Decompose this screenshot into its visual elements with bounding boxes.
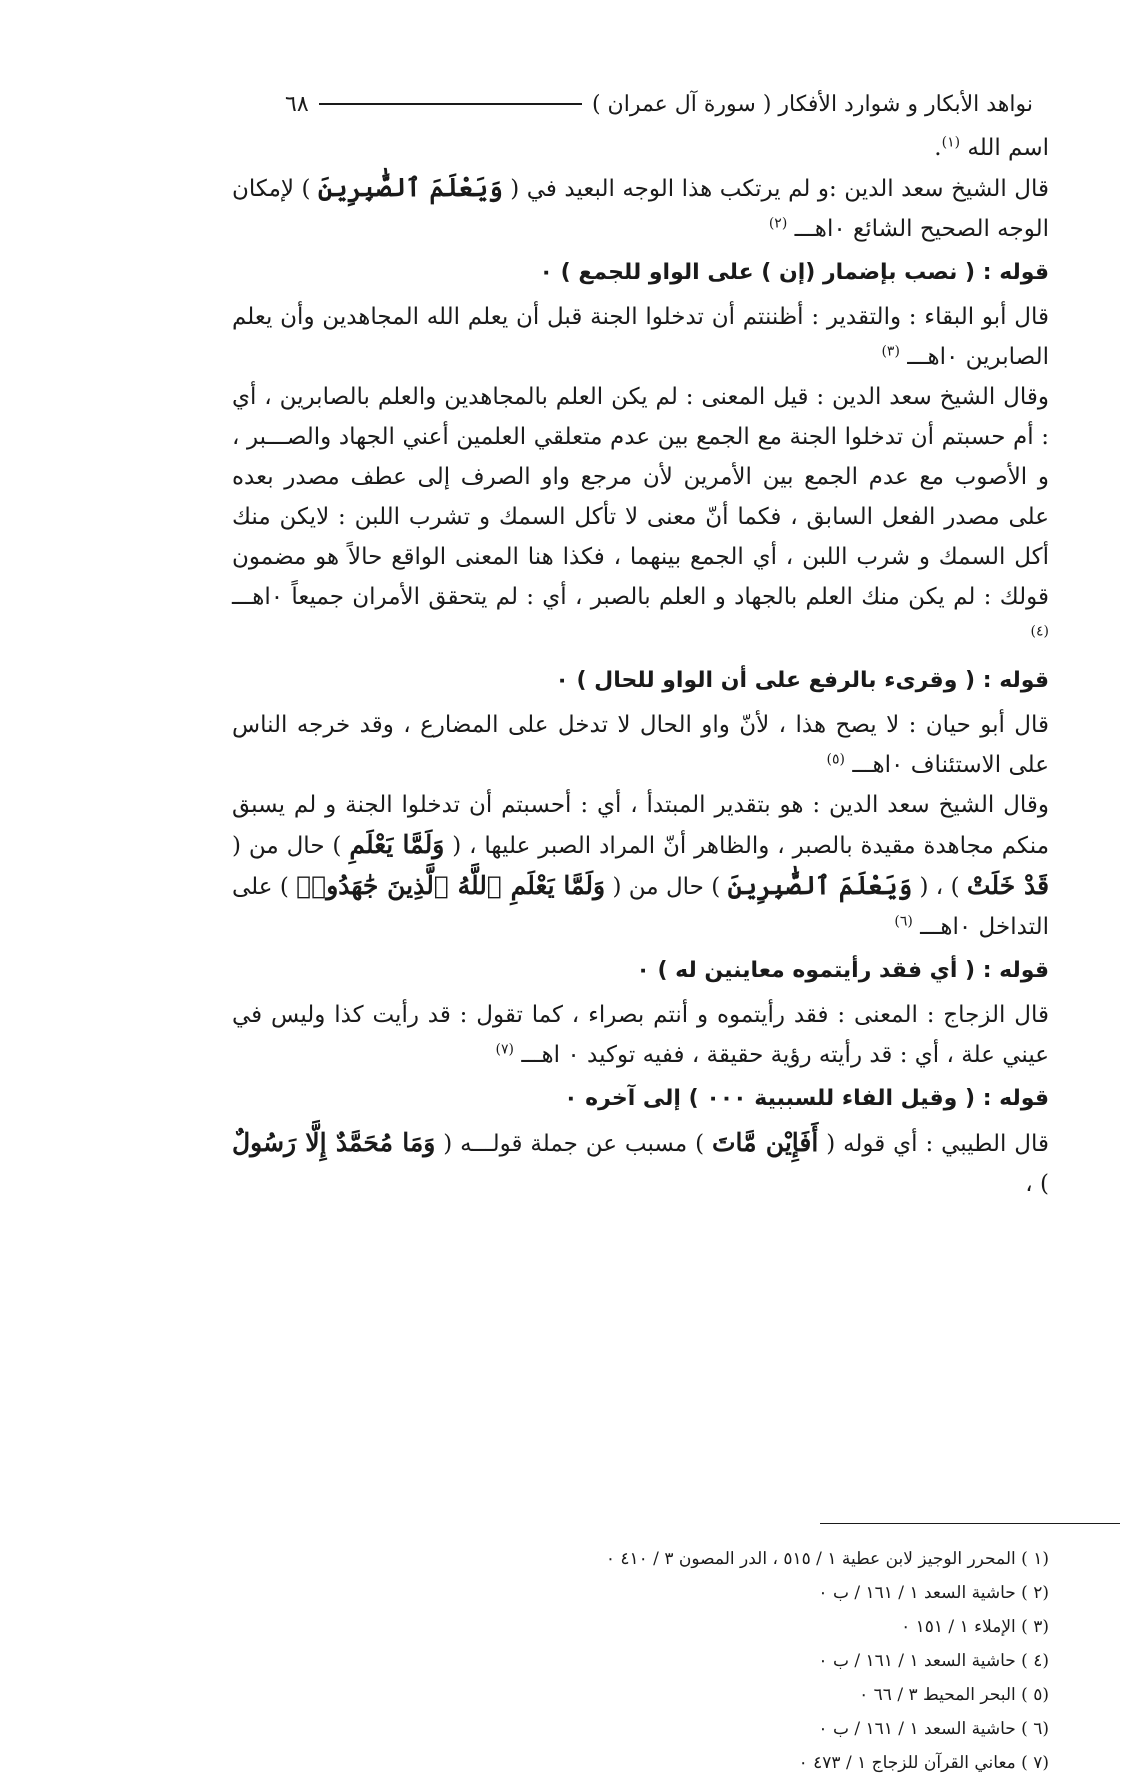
header-title: نواهد الأبكار و شوارد الأفكار ( سورة آل عمران ) — [591, 91, 1033, 117]
footnote-item: (٥ ) البحر المحيط ٣ / ٦٦ ٠ — [859, 1685, 1049, 1705]
paragraph-end: . — [934, 135, 942, 161]
footnote-ref-7: (٧) — [495, 1041, 515, 1058]
section-label-3: قوله : ( أي فقد رأيتموه معاينين له ) ٠ — [636, 958, 1049, 983]
footnote-item: (٤ ) حاشية السعد ١ / ١٦١ / ب ٠ — [818, 1651, 1049, 1671]
page-number: ٦٨ — [285, 91, 309, 117]
paragraph-text: قال أبو البقاء : والتقدير : أظننتم أن تدخلوا الجنة قبل أن يعلم الله المجاهدين وأن يعلم الصابرين ٠اهـــ — [232, 304, 1049, 370]
footnote-item: (٧ ) معاني القرآن للزجاج ١ / ٤٧٣ ٠ — [798, 1753, 1049, 1773]
quran-quote: وَلَمَّا يَعْلَمِ — [349, 830, 445, 859]
footnote-divider — [820, 1523, 1120, 1524]
paragraph-text: ) لإمكان الوجه الصحيح الشائع ٠اهـــ — [232, 176, 1049, 242]
paragraph-text: وقال الشيخ سعد الدين : قيل المعنى : لم يكن العلم بالمجاهدين والعلم بالصابرين ، أي : أم حسبتم أن تدخلوا الجنة مع الجمع بين عدم متعلقي العلمين أعني الجهاد والصـــبر ، و الأصوب مع عدم الجمع بين الأمرين لأن مرجع واو الصرف إلى عطف مصدر بعده على مصدر الفعل السابق ، فكما أنّ معنى لا تأكل السمك و تشرب اللبن : لايكن منك أكل السمك و شرب اللبن ، أي الجمع بينهما ، فكذا هنا المعنى الواقع حالاً هو مضمون قولك : لم يكن منك العلم بالجهاد و العلم بالصبر ، أي : لم يتحقق الأمران جميعاً ٠اهـــ — [232, 384, 1049, 610]
paragraph-5 — [232, 705, 1049, 785]
footnote-ref-2: (٢) — [768, 215, 788, 232]
footnotes — [549, 1542, 1049, 1780]
quran-quote: وَلَمَّا يَعْلَمِ ٱللَّهُ ٱلَّذِينَ جَٰهَدُوا۟ — [296, 871, 606, 900]
paragraph-text: ) على التداخل ٠اهـــ — [232, 874, 1049, 940]
running-header — [285, 84, 1033, 124]
paragraph-3 — [232, 297, 1049, 377]
footnote-item: (٢ ) حاشية السعد ١ / ١٦١ / ب ٠ — [818, 1583, 1049, 1603]
header-rule — [319, 103, 582, 105]
paragraph-text: قال الشيخ سعد الدين :و لم يرتكب هذا الوجه البعيد في ( — [510, 176, 1050, 202]
paragraph-text: ) ، ( — [919, 874, 960, 900]
footnote-ref-6: (٦) — [894, 913, 913, 930]
quran-quote: وَمَا مُحَمَّدٌ إِلَّا رَسُولٌ — [232, 1128, 436, 1157]
footnote-ref-5: (٥) — [826, 751, 845, 768]
section-label-2: قوله : ( وقرىء بالرفع على أن الواو للحال ) ٠ — [555, 668, 1049, 693]
paragraph-2 — [232, 168, 1049, 249]
paragraph-7 — [232, 995, 1049, 1075]
paragraph-text: ) حال من ( — [232, 833, 342, 859]
paragraph-4 — [232, 377, 1049, 657]
paragraph-text: قال الطيبي : أي قوله ( — [826, 1131, 1049, 1157]
section-label-4: قوله : ( وقيل الفاء للسببية ٠٠٠ ) إلى آخره ٠ — [564, 1086, 1049, 1111]
quran-quote: قَدْ خَلَتْ — [966, 871, 1050, 900]
footnote-item: (٣ ) الإملاء ١ / ١٥١ ٠ — [901, 1617, 1049, 1637]
paragraph-text: وقال الشيخ سعد الدين : هو بتقدير المبتدأ ، أي : أحسبتم أن تدخلوا الجنة و لم يسبق منكم مجاهدة مقيدة بالصبر ، والظاهر أنّ المراد الصبر عليها ، ( — [232, 792, 1050, 859]
quran-quote: أَفَإِيْن مَّاتَ — [711, 1128, 819, 1157]
paragraph-text: قال الزجاج : المعنى : فقد رأيتموه و أنتم بصراء ، كما تقول : قد رأيت كذا وليس في عيني علة ، أي : قد رأيته رؤية حقيقة ، ففيه توكيد ٠ اهـــ — [232, 1002, 1049, 1068]
paragraph-6 — [232, 785, 1049, 947]
footnote-ref-3: (٣) — [881, 343, 900, 360]
paragraph-text: ) ، — [1025, 1171, 1049, 1197]
quran-quote: وَيَعْلَمَ ٱلصَّٰبِرِينَ — [727, 871, 913, 900]
footnote-ref-4: (٤) — [1030, 623, 1049, 640]
footnote-item: (٦ ) حاشية السعد ١ / ١٦١ / ب ٠ — [818, 1719, 1049, 1739]
paragraph-text: ) حال من ( — [612, 874, 721, 900]
paragraph-text: اسم الله — [967, 135, 1049, 161]
main-text — [232, 128, 1049, 1204]
quran-quote: وَيَعْلَمَ ٱلصَّٰبِرِينَ — [318, 173, 503, 202]
footnote-item: (١ ) المحرر الوجيز لابن عطية ١ / ٥١٥ ، الدر المصون ٣ / ٤١٠ ٠ — [605, 1549, 1049, 1569]
footnote-ref-1: (١) — [941, 134, 961, 151]
paragraph-text: ) مسبب عن جملة قولـــه ( — [443, 1131, 705, 1157]
paragraph-text: قال أبو حيان : لا يصح هذا ، لأنّ واو الحال لا تدخل على المضارع ، وقد خرجه الناس على الاستئناف ٠اهـــ — [232, 712, 1049, 778]
paragraph-8 — [232, 1123, 1049, 1204]
paragraph-1 — [232, 128, 1049, 168]
section-label-1: قوله : ( نصب بإضمار (إن ) على الواو للجمع ) ٠ — [539, 260, 1049, 285]
